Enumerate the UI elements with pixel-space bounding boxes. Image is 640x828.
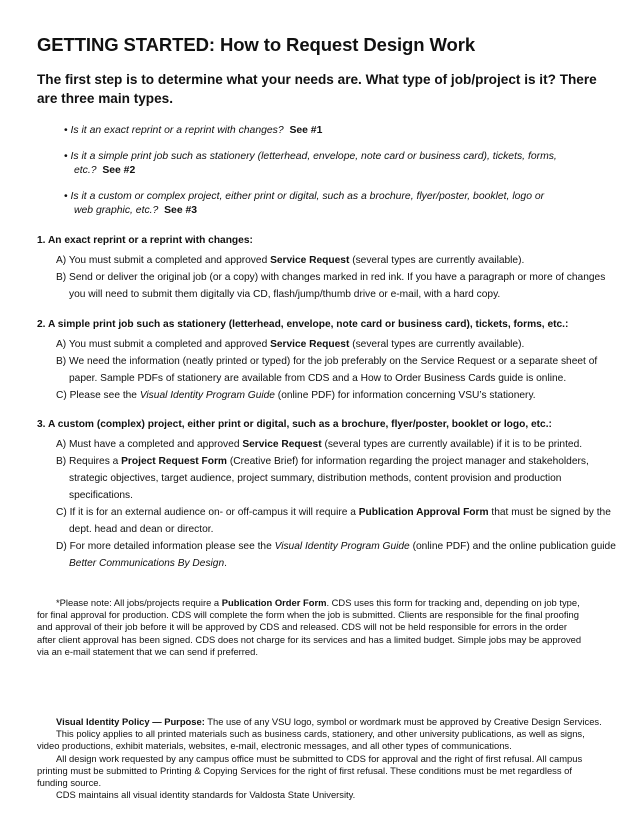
- section-heading: 1. An exact reprint or a reprint with changes:: [37, 235, 253, 246]
- section-item: A) You must submit a completed and approved Service Request (several types are currently available).: [56, 339, 525, 350]
- form-name: Publication Order Form: [221, 597, 327, 608]
- bullet-question: Is it a simple print job such as stationery (letterhead, envelope, note card or business card), tickets, forms, etc.?: [70, 151, 557, 176]
- guide-title: Visual Identity Program Guide: [274, 541, 410, 552]
- section-item: A) You must submit a completed and approved Service Request (several types are currently available).: [56, 255, 525, 266]
- form-name: Service Request: [270, 339, 350, 350]
- section-simple-print: [37, 318, 617, 404]
- section-heading: 3. A custom (complex) project, either print or digital, such as a brochure, flyer/poster, booklet or logo, etc.:: [37, 419, 552, 430]
- publication-order-note: *Please note: All jobs/projects require a Publication Order Form. CDS uses this form for tracking and, depending on job type, for final approval for production. CDS will complete the form when the job is submitted. Clients are responsible for the final proofing and approval of their job before it will be approved by CDS and released. CDS will not be held responsible for errors in the order after client approval has been signed. CDS does not charge for its services and has a limited budget. Simple jobs may be approved via an e-mail statement that we can send if preferred.: [37, 597, 582, 657]
- section-item: C) If it is for an external audience on- or off-campus it will require a Publication Approval Form that must be signed by the dept. head and dean or director.: [56, 507, 611, 535]
- form-name: Service Request: [242, 439, 322, 450]
- policy-paragraph: This policy applies to all printed materials such as business cards, stationery, and other university publications, as well as signs, video productions, exhibit materials, websites, e-mail, electronic messages, and all other types of communications.: [37, 728, 585, 752]
- policy-paragraph: All design work requested by any campus office must be submitted to CDS for approval and the right of first refusal. All campus printing must be submitted to Printing & Copying Services for the right of first refusal. These conditions must be met regardless of funding source.: [37, 752, 583, 789]
- bullet-mark: •: [64, 191, 68, 202]
- bullet-mark: •: [64, 125, 68, 136]
- job-type-bullets: [64, 124, 564, 230]
- section-item: B) We need the information (neatly printed or typed) for the job preferably on the Service Request or a separate sheet of paper. Sample PDFs of stationery are available from CDS and a How to Order Business Cards guide is online.: [56, 356, 598, 384]
- section-exact-reprint: [37, 234, 617, 303]
- section-item: B) Requires a Project Request Form (Creative Brief) for information regarding the project manager and stakeholders, strategic objectives, target audience, project summary, distribution methods, content provision and production specifications.: [56, 456, 589, 501]
- bullet-mark: •: [64, 151, 68, 162]
- bullet-question: Is it an exact reprint or a reprint with changes?: [70, 125, 284, 136]
- visual-identity-policy: [37, 716, 605, 801]
- guide-title: Better Communications By Design: [69, 558, 225, 569]
- bullet-item: [64, 150, 564, 178]
- form-name: Project Request Form: [121, 456, 227, 467]
- page-title: [37, 34, 475, 56]
- intro-paragraph: The first step is to determine what your needs are. What type of job/project is it? There are three main types.: [37, 72, 597, 106]
- section-heading: 2. A simple print job such as stationery (letterhead, envelope, note card or business card), tickets, forms, etc.:: [37, 319, 569, 330]
- policy-heading: Visual Identity Policy — Purpose:: [56, 716, 205, 727]
- section-item: C) Please see the Visual Identity Program Guide (online PDF) for information concerning VSU’s stationery.: [56, 390, 536, 401]
- section-item: B) Send or deliver the original job (or a copy) with changes marked in red ink. If you have a paragraph or more of changes you will need to submit them digitally via CD, flash/jump/thumb drive or e-mail, with a hard copy.: [56, 272, 606, 300]
- policy-paragraph: CDS maintains all visual identity standards for Valdosta State University.: [56, 789, 356, 801]
- guide-title: Visual Identity Program Guide: [139, 390, 275, 401]
- bullet-see-ref: See #1: [289, 125, 323, 136]
- form-name: Publication Approval Form: [358, 507, 489, 518]
- bullet-item: [64, 190, 564, 218]
- bullet-item: [64, 124, 564, 138]
- title-lead: GETTING STARTED:: [37, 34, 215, 55]
- section-item: D) For more detailed information please see the Visual Identity Program Guide (online PDF) and the online publication guide Better Communications By Design.: [56, 541, 616, 569]
- form-name: Service Request: [270, 255, 350, 266]
- policy-purpose: Visual Identity Policy — Purpose: The use of any VSU logo, symbol or wordmark must be approved by Creative Design Services.: [56, 716, 602, 727]
- section-custom-project: [37, 418, 617, 572]
- bullet-see-ref: See #3: [164, 205, 198, 216]
- bullet-question: Is it a custom or complex project, either print or digital, such as a brochure, flyer/poster, booklet, logo or web graphic, etc.?: [70, 191, 545, 216]
- title-rest: How to Request Design Work: [214, 34, 476, 55]
- bullet-see-ref: See #2: [102, 165, 136, 176]
- section-item: A) Must have a completed and approved Service Request (several types are currently available) if it is to be printed.: [56, 439, 583, 450]
